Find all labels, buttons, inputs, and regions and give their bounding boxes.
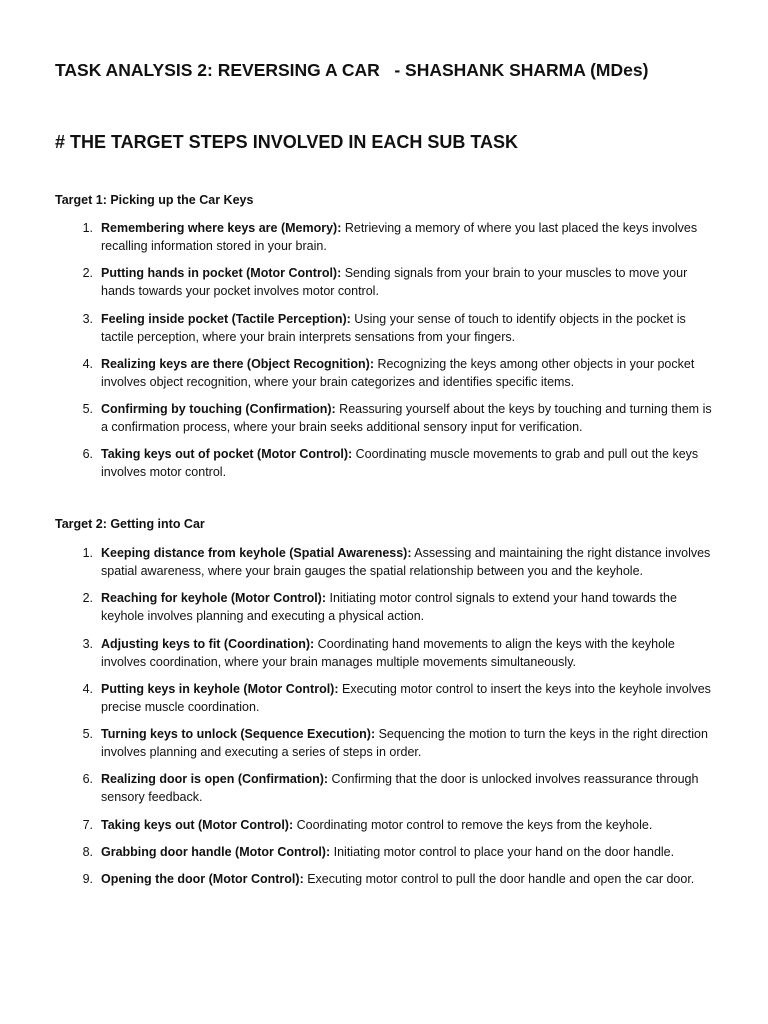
- step-number: 4.: [82, 681, 93, 696]
- step-text: Initiating motor control to place your hand on the door handle.: [330, 845, 675, 860]
- step-number: 1.: [82, 221, 93, 235]
- step-title: Reaching for keyhole (Motor Control):: [101, 591, 326, 606]
- step-item: [55, 544, 720, 580]
- target-1-step-list: [55, 219, 720, 491]
- document-title: TASK ANALYSIS 2: REVERSING A CAR - SHASHANK SHARMA (MDes): [55, 60, 649, 80]
- step-text: Sending signals from your brain to your muscles to move your hands towards your pocket involves motor control.: [101, 266, 688, 299]
- step-item: [55, 770, 720, 806]
- target-1-heading: Target 1: Picking up the Car Keys: [55, 193, 254, 207]
- target-2-step-list: [55, 544, 720, 898]
- step-title: Turning keys to unlock (Sequence Execution):: [101, 727, 376, 742]
- step-number: 3.: [82, 636, 93, 651]
- target-2-heading: Target 2: Getting into Car: [55, 517, 205, 531]
- step-item: [55, 589, 720, 625]
- step-title: Keeping distance from keyhole (Spatial Awareness):: [101, 546, 412, 560]
- step-number: 5.: [82, 727, 93, 742]
- step-title: Opening the door (Motor Control):: [101, 872, 304, 887]
- step-title: Adjusting keys to fit (Coordination):: [101, 636, 315, 651]
- step-text: Using your sense of touch to identify objects in the pocket is tactile perception, where your brain interprets sensations from your fingers.: [101, 311, 686, 344]
- step-text: Reassuring yourself about the keys by touching and turning them is a confirmation process, where your brain seeks additional sensory input for verification.: [101, 402, 712, 435]
- step-item: [55, 400, 720, 436]
- step-item: [55, 680, 720, 716]
- section-heading: # THE TARGET STEPS INVOLVED IN EACH SUB TASK: [55, 132, 519, 152]
- step-item: [55, 355, 720, 391]
- step-number: 6.: [82, 772, 93, 787]
- step-text: Coordinating hand movements to align the keys with the keyhole involves coordination, where your brain manages multiple movements simultaneously.: [101, 636, 675, 669]
- step-title: Taking keys out of pocket (Motor Control):: [101, 447, 353, 462]
- step-number: 6.: [82, 447, 93, 462]
- step-number: 2.: [82, 591, 93, 606]
- step-title: Taking keys out (Motor Control):: [101, 817, 294, 832]
- step-text: Recognizing the keys among other objects in your pocket involves object recognition, where your brain categorizes and identifies specific items.: [101, 356, 695, 389]
- step-number: 2.: [82, 266, 93, 281]
- step-title: Putting keys in keyhole (Motor Control):: [101, 681, 339, 696]
- step-text: Coordinating motor control to remove the keys from the keyhole.: [293, 817, 653, 832]
- step-text: Coordinating muscle movements to grab and pull out the keys involves motor control.: [101, 447, 699, 480]
- step-item: [55, 843, 720, 861]
- step-item: [55, 635, 720, 671]
- step-title: Realizing keys are there (Object Recognition):: [101, 356, 374, 371]
- step-item: [55, 219, 720, 255]
- step-number: 5.: [82, 402, 93, 417]
- step-text: Retrieving a memory of where you last placed the keys involves recalling information stored in your brain.: [101, 221, 698, 253]
- step-number: 3.: [82, 311, 93, 326]
- step-item: [55, 264, 720, 300]
- step-text: Executing motor control to pull the door handle and open the car door.: [303, 872, 695, 887]
- step-text: Sequencing the motion to turn the keys in the right direction involves planning and executing a series of steps in order.: [101, 727, 708, 760]
- step-text: Confirming that the door is unlocked involves reassurance through sensory feedback.: [101, 772, 699, 805]
- step-item: [55, 816, 720, 834]
- step-number: 7.: [82, 817, 93, 832]
- step-item: [55, 870, 720, 888]
- step-title: Confirming by touching (Confirmation):: [101, 402, 336, 417]
- step-title: Feeling inside pocket (Tactile Perception):: [101, 311, 351, 326]
- step-title: Remembering where keys are (Memory):: [101, 221, 342, 235]
- step-item: [55, 725, 720, 761]
- step-text: Initiating motor control signals to extend your hand towards the keyhole involves planning and executing a physical action.: [101, 591, 677, 624]
- step-title: Grabbing door handle (Motor Control):: [101, 845, 331, 860]
- step-number: 9.: [82, 872, 93, 887]
- step-text: Assessing and maintaining the right distance involves spatial awareness, where your brain gauges the spatial relationship between you and the keyhole.: [101, 546, 711, 578]
- step-title: Putting hands in pocket (Motor Control):: [101, 266, 342, 281]
- step-text: Executing motor control to insert the keys into the keyhole involves precise muscle coordination.: [101, 681, 711, 714]
- step-number: 8.: [82, 845, 93, 860]
- step-number: 1.: [82, 546, 93, 560]
- step-title: Realizing door is open (Confirmation):: [101, 772, 329, 787]
- step-number: 4.: [82, 356, 93, 371]
- step-item: [55, 445, 720, 481]
- step-item: [55, 310, 720, 346]
